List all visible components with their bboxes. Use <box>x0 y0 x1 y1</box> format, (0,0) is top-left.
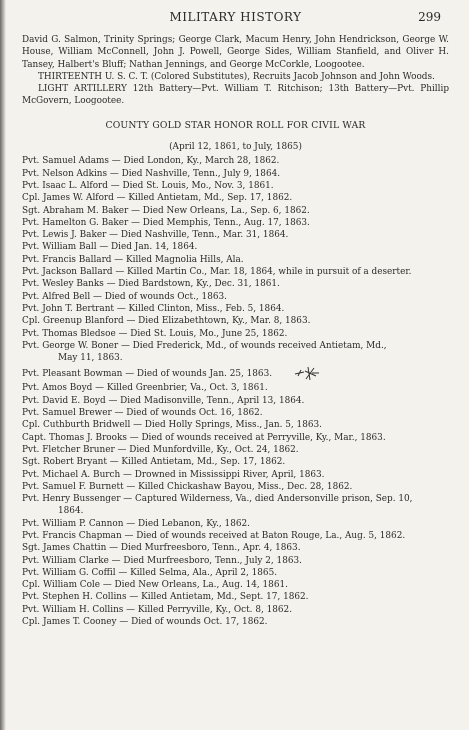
entry-text: Pvt. Hamelton G. Baker — Died Memphis, Tenn., Aug. 17, 1863. <box>22 217 310 228</box>
entry-text: Pvt. Nelson Adkins — Died Nashville, Tenn., July 9, 1864. <box>22 168 281 179</box>
entry-text: Cpl. William Cole — Died New Orleans, La., Aug. 14, 1861. <box>22 580 288 591</box>
running-header <box>22 8 449 26</box>
entry-text: Pvt. Wesley Banks — Died Bardstown, Ky., Dec. 31, 1861. <box>22 279 280 290</box>
entry-text: Pvt. William Ball — Died Jan. 14, 1864. <box>22 242 198 253</box>
honor-roll-entry <box>22 493 449 505</box>
honor-roll-title: COUNTY GOLD STAR HONOR ROLL FOR CIVIL WAR <box>105 119 366 131</box>
entry-text: Pvt. Alfred Bell — Died of wounds Oct., 1863. <box>22 291 227 302</box>
intro-paragraph-artillery: LIGHT ARTILLERY 12th Battery—Pvt. William T. Ritchison; 13th Battery—Pvt. Phillip McGovern, Loogootee. <box>22 84 449 107</box>
honor-roll-entry <box>22 254 449 266</box>
entry-text: Sgt. Robert Bryant — Killed Antietam, Md., Sep. 17, 1862. <box>22 457 286 468</box>
entry-text: Cpl. Cuthburth Bridwell — Died Holly Springs, Miss., Jan. 5, 1863. <box>22 420 322 431</box>
entry-text: Pvt. John T. Bertrant — Killed Clinton, Miss., Feb. 5, 1864. <box>22 303 285 314</box>
entry-text: Pvt. Lewis J. Baker — Died Nashville, Tenn., Mar. 31, 1864. <box>22 230 289 241</box>
entry-text: Capt. Thomas J. Brooks — Died of wounds received at Perryville, Ky., Mar., 1863. <box>22 432 386 443</box>
entry-text: Sgt. James Chattin — Died Murfreesboro, Tenn., Apr. 4, 1863. <box>22 543 301 554</box>
honor-roll-entry <box>22 604 449 616</box>
entry-text: Pvt. Fletcher Bruner — Died Munfordville, Ky., Oct. 24, 1862. <box>22 444 299 455</box>
honor-roll-entry <box>22 432 449 444</box>
honor-roll-entry-continuation: 1864. <box>58 506 84 517</box>
honor-roll-entry <box>22 555 449 567</box>
entry-text: Pvt. Francis Ballard — Killed Magnolia Hills, Ala. <box>22 254 244 265</box>
honor-roll-entry <box>22 364 449 382</box>
honor-roll-entry <box>22 591 449 603</box>
honor-roll-entry <box>22 481 449 493</box>
entry-text: Sgt. Abraham M. Baker — Died New Orleans, La., Sep. 6, 1862. <box>22 205 310 216</box>
honor-roll-entry <box>22 168 449 180</box>
intro-paragraph-names: David G. Salmon, Trinity Springs; George Clark, Macum Henry, John Hendrickson, George W. House, William McConnell, John J. Powell, George Sides, William Stanfield, and Oliver H. Tansey, Halbert's Bluff; Nathan Jennings, and George McCorkle, Loogootee. <box>22 35 449 70</box>
honor-roll-entry <box>22 328 449 340</box>
intro-paragraph-usct: THIRTEENTH U. S. C. T. (Colored Substitutes), Recruits Jacob Johnson and John Woods. <box>38 71 435 82</box>
entry-text: Pvt. Amos Boyd — Killed Greenbrier, Va., Oct. 3, 1861. <box>22 383 268 394</box>
entry-text: Pvt. Pleasant Bowman — Died of wounds Jan. 25, 1863. <box>22 369 273 380</box>
entry-text: Pvt. William Clarke — Died Murfreesboro, Tenn., July 2, 1863. <box>22 555 302 566</box>
honor-roll-entry <box>22 340 449 352</box>
honor-roll-entry <box>22 180 449 192</box>
entry-text: Cpl. Greenup Blanford — Died Elizabethtown, Ky., Mar. 8, 1863. <box>22 316 311 327</box>
honor-roll-entry <box>22 241 449 253</box>
honor-roll-entry <box>22 616 449 628</box>
entry-text: Pvt. Michael A. Burch — Drowned in Mississippi River, April, 1863. <box>22 469 325 480</box>
honor-roll-entry <box>22 278 449 290</box>
handwritten-mark-icon <box>292 364 322 382</box>
honor-roll-entry <box>22 518 449 530</box>
honor-roll-entry <box>22 266 449 278</box>
honor-roll-entry <box>22 315 449 327</box>
entry-text: Pvt. Samuel Adams — Died London, Ky., March 28, 1862. <box>22 156 280 167</box>
honor-roll-entry <box>22 579 449 591</box>
honor-roll-entry <box>22 469 449 481</box>
honor-roll-entry <box>22 192 449 204</box>
honor-roll-entry <box>22 542 449 554</box>
entry-text: Pvt. Isaac L. Alford — Died St. Louis, Mo., Nov. 3, 1861. <box>22 180 274 191</box>
entry-text: Pvt. George W. Boner — Died Frederick, Md., of wounds received Antietam, Md., <box>22 340 387 351</box>
entry-text: Cpl. James T. Cooney — Died of wounds Oct. 17, 1862. <box>22 617 268 628</box>
entry-text: Pvt. William G. Coffil — Killed Selma, Ala., April 2, 1865. <box>22 567 278 578</box>
entry-text: Pvt. Stephen H. Collins — Killed Antietam, Md., Sept. 17, 1862. <box>22 592 309 603</box>
honor-roll-entry <box>22 456 449 468</box>
honor-roll-entry <box>22 205 449 217</box>
honor-roll-entry <box>22 530 449 542</box>
honor-roll-entry <box>22 155 449 167</box>
honor-roll-list <box>22 155 449 628</box>
honor-roll-entry <box>22 419 449 431</box>
entry-text: Pvt. William H. Collins — Killed Perryville, Ky., Oct. 8, 1862. <box>22 604 293 615</box>
entry-text: Pvt. Jackson Ballard — Killed Martin Co., Mar. 18, 1864, while in pursuit of a deserter. <box>22 267 412 278</box>
entry-text: Pvt. William P. Cannon — Died Lebanon, Ky., 1862. <box>22 518 250 529</box>
honor-roll-entry <box>22 229 449 241</box>
book-spine-shadow <box>0 0 6 730</box>
entry-text: Cpl. James W. Alford — Killed Antietam, Md., Sep. 17, 1862. <box>22 193 293 204</box>
intro-section <box>22 34 449 108</box>
honor-roll-dates: (April 12, 1861, to July, 1865) <box>169 142 302 153</box>
honor-roll-entry <box>22 395 449 407</box>
honor-roll-entry <box>22 407 449 419</box>
page-title: MILITARY HISTORY <box>169 10 302 24</box>
entry-text: Pvt. Francis Chapman — Died of wounds received at Baton Rouge, La., Aug. 5, 1862. <box>22 530 406 541</box>
entry-text: Pvt. Samuel F. Burnett — Killed Chickashaw Bayou, Miss., Dec. 28, 1862. <box>22 481 353 492</box>
entry-text: Pvt. David E. Boyd — Died Madisonville, Tenn., April 13, 1864. <box>22 395 305 406</box>
honor-roll-entry <box>22 303 449 315</box>
entry-text: Pvt. Samuel Brewer — Died of wounds Oct. 16, 1862. <box>22 408 263 419</box>
honor-roll-entry <box>22 444 449 456</box>
honor-roll-entry <box>22 382 449 394</box>
entry-text: Pvt. Henry Bussenger — Captured Wilderness, Va., died Andersonville prison, Sep. 10, <box>22 494 413 505</box>
page-number: 299 <box>418 10 441 24</box>
entry-text: Pvt. Thomas Bledsoe — Died St. Louis, Mo., June 25, 1862. <box>22 328 288 339</box>
honor-roll-entry <box>22 291 449 303</box>
honor-roll-entry-continuation: May 11, 1863. <box>58 353 123 364</box>
honor-roll-entry <box>22 567 449 579</box>
honor-roll-entry <box>22 217 449 229</box>
